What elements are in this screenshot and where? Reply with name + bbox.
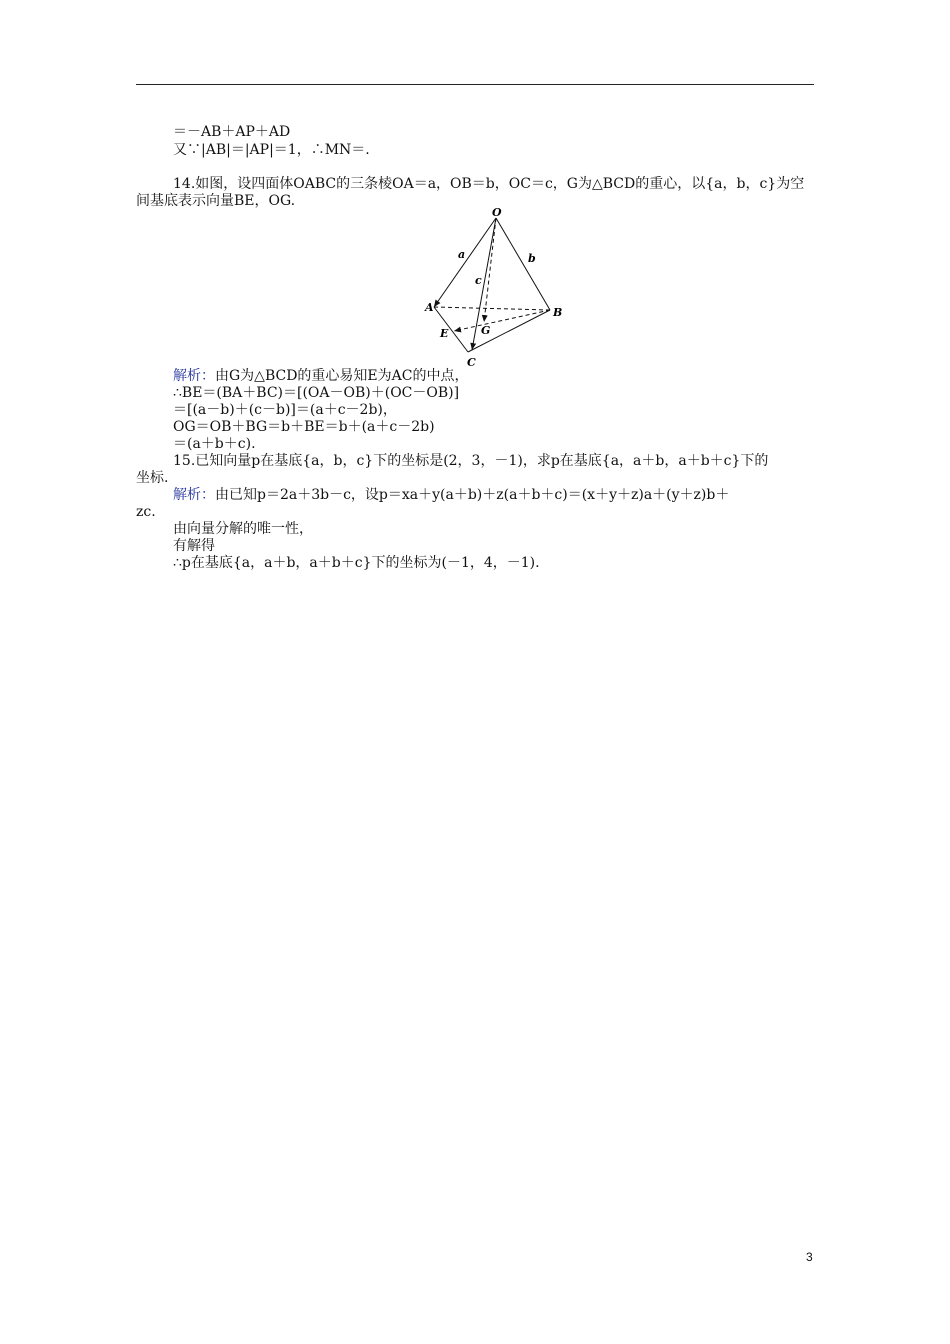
- vector-be: [454, 310, 550, 331]
- text-line: 又∵|AB|＝|AP|＝1，∴MN＝.: [173, 142, 370, 158]
- header-rule: [136, 84, 814, 85]
- label-vec-a: a: [458, 248, 466, 261]
- analysis-text: 由G为△BCD的重心易知E为AC的中点，: [215, 368, 469, 384]
- label-e: E: [440, 327, 449, 340]
- analysis-line: [173, 368, 468, 385]
- label-o: O: [492, 206, 502, 219]
- edge-ob: [496, 218, 550, 310]
- label-b: B: [553, 306, 563, 319]
- edge-oa: [434, 218, 496, 307]
- analysis-line: [173, 487, 729, 504]
- analysis-label: 解析：: [173, 487, 215, 503]
- text-line: ＝－AB＋AP＋AD: [173, 124, 291, 140]
- text-line: ∴BE＝(BA＋BC)＝[(OA－OB)＋(OC－OB)]: [173, 385, 460, 401]
- text-line: OG＝OB＋BG＝b＋BE＝b＋(a＋c－2b): [173, 419, 435, 435]
- label-a: A: [425, 301, 434, 314]
- label-g: G: [481, 324, 491, 337]
- question-15-line-2: 坐标.: [136, 470, 169, 486]
- text-line: ＝[(a－b)＋(c－b)]＝(a＋c－2b)，: [173, 402, 397, 418]
- text-line: ＝(a＋b＋c).: [173, 436, 256, 452]
- label-vec-b: b: [528, 252, 536, 265]
- edge-ab-dashed: [434, 307, 550, 310]
- question-15-line-1: 15.已知向量p在基底{a，b，c}下的坐标是(2，3，－1)，求p在基底{a，a＋b，a＋b＋c}下的: [173, 453, 769, 469]
- text-line: ∴p在基底{a，a＋b，a＋b＋c}下的坐标为(－1，4，－1).: [173, 555, 540, 571]
- question-14-line-1: 14.如图，设四面体OABC的三条棱OA＝a，OB＝b，OC＝c，G为△BCD的重心，以{a，b，c}为空: [173, 176, 805, 192]
- page-number: 3: [806, 1250, 813, 1264]
- text-line: 有解得: [173, 538, 215, 554]
- label-vec-c: c: [475, 274, 482, 287]
- tetrahedron-figure: [418, 204, 568, 370]
- label-c: C: [467, 356, 476, 369]
- text-line: zc.: [136, 504, 156, 520]
- vector-og: [484, 218, 496, 322]
- question-14-line-2: 间基底表示向量BE，OG.: [136, 193, 296, 209]
- text-line: 由向量分解的唯一性，: [173, 521, 313, 537]
- analysis-label: 解析：: [173, 368, 215, 384]
- analysis-text: 由已知p＝2a＋3b－c，设p＝xa＋y(a＋b)＋z(a＋b＋c)＝(x＋y＋z)a＋(y＋z)b＋: [215, 487, 730, 503]
